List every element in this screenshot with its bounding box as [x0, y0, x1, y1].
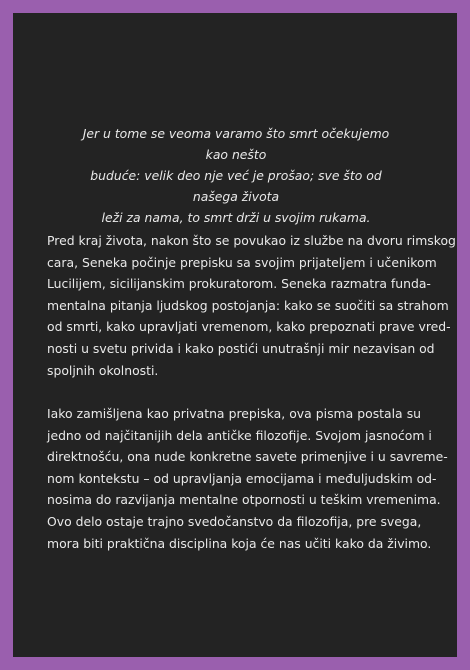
- text-line: spoljnih okolnosti.: [47, 362, 159, 378]
- text-line: cara, Seneka počinje prepisku sa svojim prijateljem i učenikom: [47, 254, 437, 270]
- epigraph-quote: [71, 123, 401, 228]
- text-line: mentalna pitanja ljudskog postojanja: kako se suočiti sa strahom: [47, 297, 449, 313]
- text-line: Lucilijem, sicilijanskim prokuratorom. Seneka razmatra funda-: [47, 276, 431, 292]
- text-line: nom kontekstu – od upravljanja emocijama i međuljudskim od-: [47, 470, 437, 486]
- back-cover-panel: [13, 13, 457, 657]
- quote-line: Jer u tome se veoma varamo što smrt očekujemo kao nešto: [82, 126, 390, 162]
- text-line: mora biti praktična disciplina koja će nas učiti kako da živimo.: [47, 535, 432, 551]
- text-line: Iako zamišljena kao privatna prepiska, ova pisma postala su: [47, 406, 421, 421]
- quote-line: leži za nama, to smrt drži u svojim rukama.: [101, 210, 371, 225]
- text-line: direktnošću, ona nude konkretne savete primenjive i u savreme-: [47, 449, 448, 465]
- text-line: jedno od najčitanijih dela antičke filozofije. Svojom jasnoćom i: [47, 427, 432, 443]
- text-line: Pred kraj života, nakon što se povukao iz službe na dvoru rimskog: [47, 233, 456, 248]
- description-paragraph-1: [47, 230, 456, 381]
- quote-line: buduće: velik deo nje već je prošao; sve što od našega života: [90, 168, 382, 204]
- text-line: nosima do razvijanja mentalne otpornosti u teškim vremenima.: [47, 492, 441, 508]
- description-paragraph-2: [47, 403, 448, 554]
- text-line: od smrti, kako upravljati vremenom, kako prepoznati prave vred-: [47, 319, 451, 335]
- text-line: Ovo delo ostaje trajno svedočanstvo da filozofija, pre svega,: [47, 513, 422, 529]
- text-line: nosti u svetu privida i kako postići unutrašnji mir nezavisan od: [47, 340, 435, 356]
